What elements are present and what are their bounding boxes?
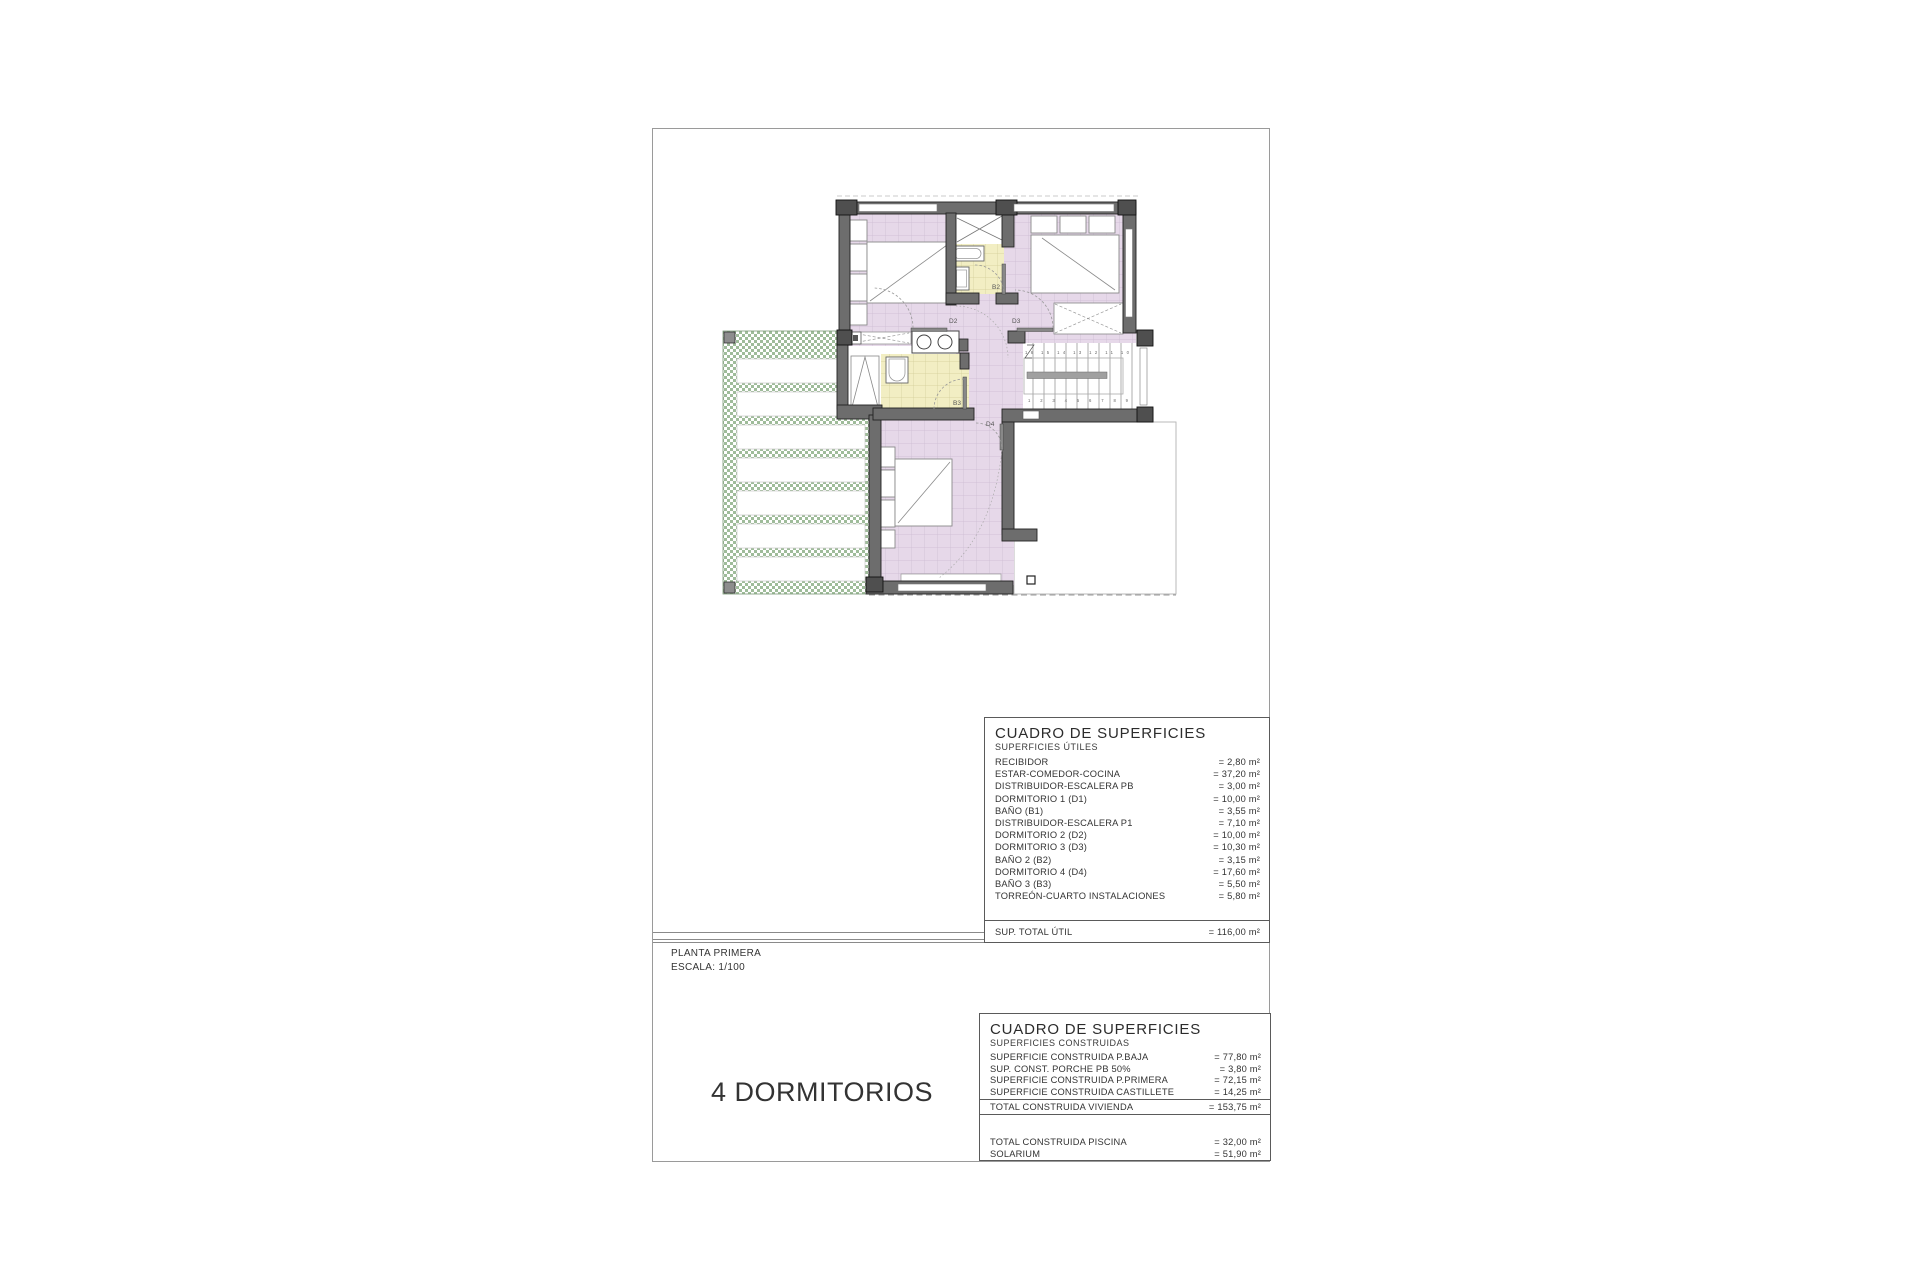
- sink: [938, 335, 952, 349]
- row-label: ESTAR-COMEDOR-COCINA: [995, 769, 1121, 780]
- table-row: [990, 1064, 1261, 1076]
- table-row: [995, 817, 1260, 829]
- row-value: = 3,00 m²: [1218, 781, 1260, 792]
- row-value: = 10,00 m²: [1213, 793, 1260, 804]
- table-row: [995, 768, 1260, 780]
- row-label: DORMITORIO 3 (D3): [995, 842, 1088, 853]
- row-label: SUPERFICIE CONSTRUIDA P.BAJA: [990, 1052, 1149, 1062]
- table-row: [995, 854, 1260, 866]
- divider-line: [653, 932, 984, 933]
- title-block: [671, 947, 761, 974]
- page-title: 4 DORMITORIOS: [711, 1077, 934, 1107]
- table-row: [995, 793, 1260, 805]
- row-value: = 10,30 m²: [1213, 842, 1260, 853]
- row-label: DISTRIBUIDOR-ESCALERA P1: [995, 817, 1133, 828]
- pergola-post: [724, 332, 735, 343]
- row-value: = 14,25 m²: [1214, 1087, 1261, 1098]
- table-row: [995, 878, 1260, 890]
- label-b2: B2: [992, 284, 1000, 291]
- table-row: [995, 756, 1260, 768]
- row-value: = 2,80 m²: [1218, 757, 1260, 767]
- table-subtitle: SUPERFICIES ÚTILES: [995, 742, 1099, 752]
- floor-plan-svg: [701, 181, 1201, 621]
- table-row: [990, 1087, 1261, 1099]
- row-value: = 77,80 m²: [1214, 1052, 1261, 1062]
- table-row: [995, 841, 1260, 853]
- plan-name: PLANTA PRIMERA: [671, 948, 762, 959]
- stairs-top-numbers: 16 15 14 13 12 11 10: [1025, 350, 1129, 355]
- table-row: [990, 1149, 1261, 1161]
- label-d2: D2: [949, 318, 958, 325]
- row-label: SUPERFICIE CONSTRUIDA P.PRIMERA: [990, 1075, 1169, 1086]
- table-row: [990, 1052, 1261, 1064]
- row-value: = 10,00 m²: [1213, 830, 1260, 841]
- table-total-row: [980, 1099, 1270, 1115]
- row-label: SUPERFICIE CONSTRUIDA CASTILLETE: [990, 1087, 1175, 1098]
- table-row: [995, 805, 1260, 817]
- drain-detail: [1027, 576, 1035, 584]
- surface-table-construidas: [979, 1013, 1271, 1161]
- drawing-sheet: [652, 128, 1270, 1162]
- total-value: = 153,75 m²: [1208, 1102, 1261, 1112]
- table-title: CUADRO DE SUPERFICIES: [990, 1021, 1201, 1038]
- table-row: [995, 866, 1260, 878]
- row-value: = 5,80 m²: [1218, 891, 1260, 902]
- row-label: DISTRIBUIDOR-ESCALERA PB: [995, 781, 1134, 792]
- row-value: = 5,50 m²: [1218, 878, 1260, 889]
- row-value: = 7,10 m²: [1218, 817, 1260, 828]
- table-row: [990, 1075, 1261, 1087]
- table-row: [995, 890, 1260, 902]
- table-subtitle: SUPERFICIES CONSTRUIDAS: [990, 1038, 1130, 1048]
- label-d4: D4: [986, 421, 995, 428]
- row-label: DORMITORIO 1 (D1): [995, 793, 1088, 804]
- row-value: = 3,55 m²: [1218, 805, 1260, 816]
- row-value: = 37,20 m²: [1213, 769, 1260, 780]
- row-label: TORREÓN-CUARTO INSTALACIONES: [995, 891, 1166, 902]
- table-row: [990, 1137, 1261, 1149]
- row-label: TOTAL CONSTRUIDA PISCINA: [990, 1137, 1127, 1147]
- row-value: = 3,15 m²: [1218, 854, 1260, 865]
- row-value: = 32,00 m²: [1214, 1137, 1261, 1147]
- row-value: = 3,80 m²: [1219, 1063, 1261, 1074]
- row-value: = 72,15 m²: [1214, 1075, 1261, 1086]
- table-total-row: [985, 920, 1269, 942]
- terrace-outline: [1014, 422, 1176, 594]
- table-title: CUADRO DE SUPERFICIES: [995, 725, 1206, 742]
- row-value: = 51,90 m²: [1214, 1148, 1261, 1159]
- sink: [917, 335, 931, 349]
- row-label: BAÑO 2 (B2): [995, 854, 1052, 865]
- label-b3: B3: [953, 400, 961, 407]
- table-row: [995, 829, 1260, 841]
- surface-table-utiles: [984, 717, 1270, 943]
- row-label: BAÑO (B1): [995, 805, 1044, 816]
- total-label: SUP. TOTAL ÚTIL: [995, 926, 1073, 937]
- stairs: [1023, 343, 1137, 409]
- pergola-post: [724, 582, 735, 593]
- stairs-rail: [1027, 372, 1107, 379]
- row-label: SOLARIUM: [990, 1148, 1041, 1159]
- table-row: [995, 780, 1260, 792]
- window-sill: [901, 574, 1001, 581]
- row-label: BAÑO 3 (B3): [995, 878, 1052, 889]
- bed-d3: [1031, 216, 1119, 293]
- stairs-bottom-numbers: 1 2 3 4 5 6 7 8 9: [1028, 398, 1128, 403]
- row-label: SUP. CONST. PORCHE PB 50%: [990, 1063, 1131, 1074]
- row-value: = 17,60 m²: [1213, 866, 1260, 877]
- label-d3: D3: [1012, 318, 1021, 325]
- table-rows: [990, 1137, 1261, 1160]
- row-label: DORMITORIO 2 (D2): [995, 830, 1088, 841]
- table-rows: [995, 756, 1260, 902]
- table-rows: [990, 1052, 1261, 1099]
- total-value: = 116,00 m²: [1208, 926, 1260, 937]
- row-label: DORMITORIO 4 (D4): [995, 866, 1088, 877]
- total-label: TOTAL CONSTRUIDA VIVIENDA: [990, 1102, 1134, 1112]
- row-label: RECIBIDOR: [995, 757, 1049, 767]
- plan-scale: ESCALA: 1/100: [671, 961, 745, 973]
